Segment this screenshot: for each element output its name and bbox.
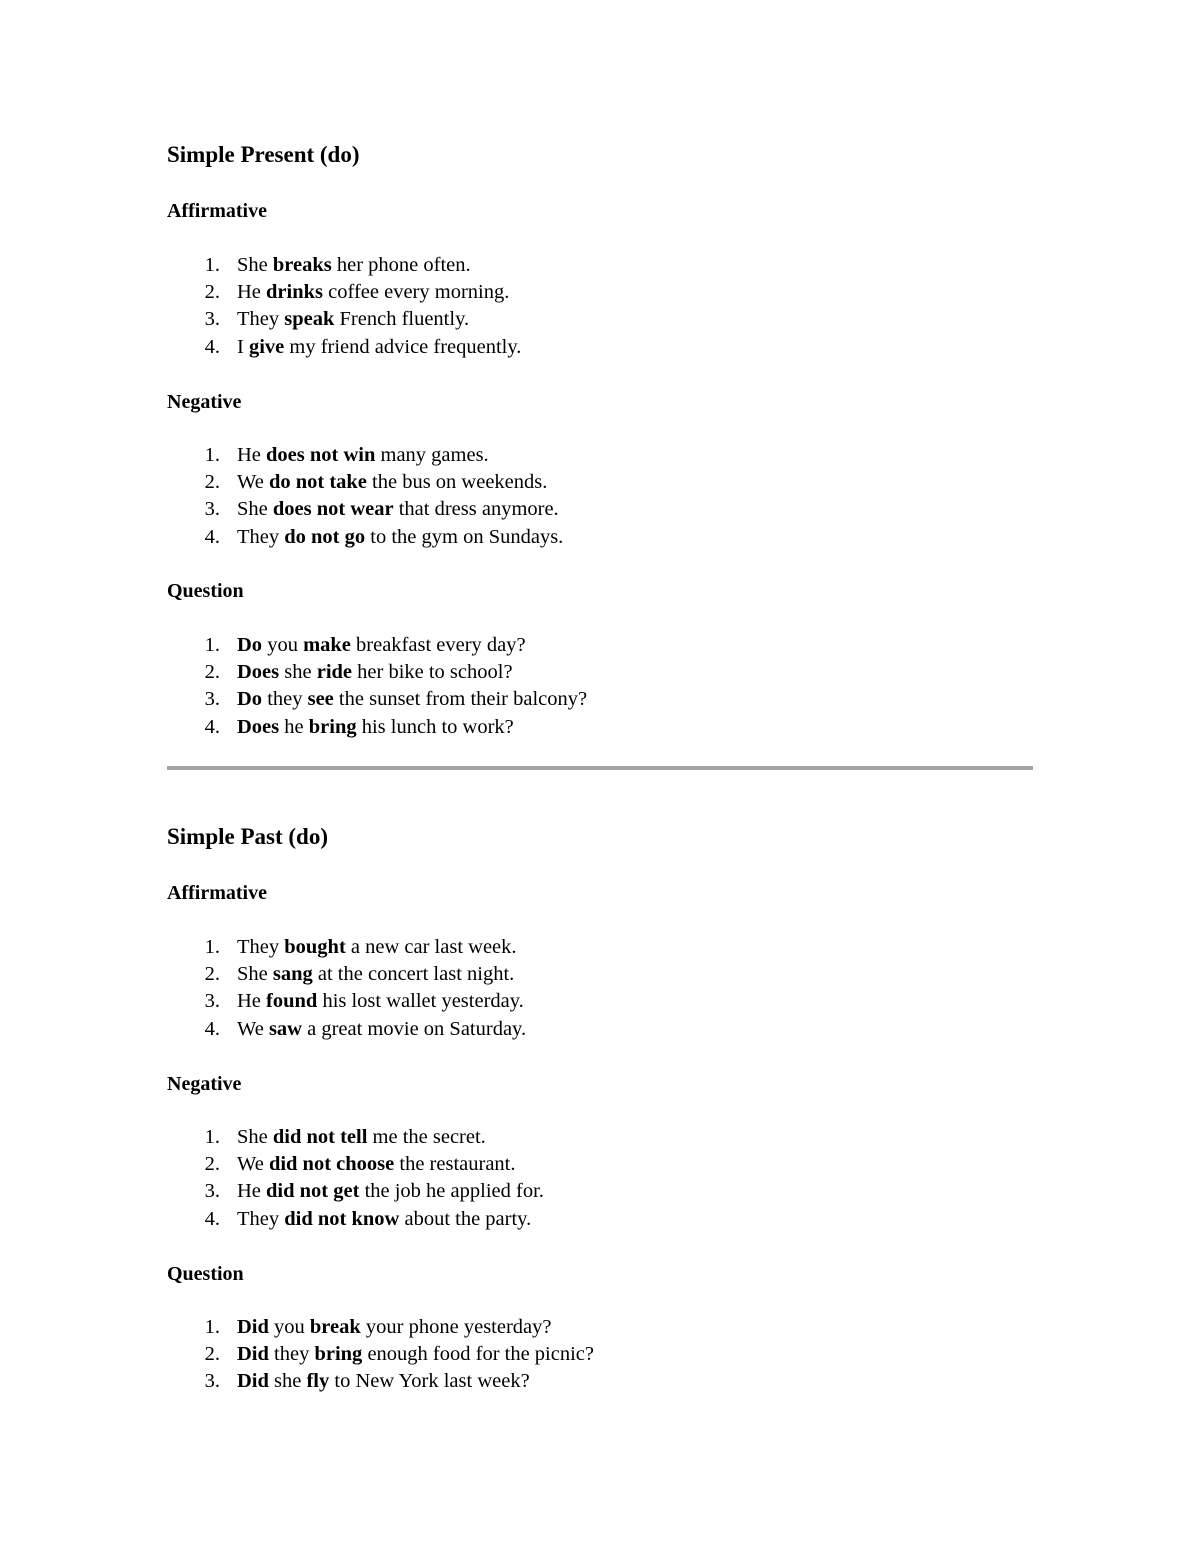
example-sentence bbox=[237, 1314, 552, 1341]
list-item bbox=[167, 1151, 1027, 1178]
sentence-text: We bbox=[237, 471, 269, 494]
item-number: 3. bbox=[204, 308, 220, 331]
example-sentence bbox=[237, 632, 526, 659]
list-question bbox=[167, 632, 1027, 741]
item-number: 3. bbox=[204, 1180, 220, 1203]
sentence-text: his lost wallet yesterday. bbox=[317, 990, 524, 1013]
sentence-text: a new car last week. bbox=[345, 936, 517, 958]
sentence-text: He bbox=[237, 444, 267, 466]
verb-phrase: speak bbox=[284, 308, 335, 331]
sentence-text: She bbox=[237, 963, 273, 986]
verb-phrase: found bbox=[266, 990, 318, 1013]
sentence-text: they bbox=[262, 688, 308, 711]
example-sentence bbox=[237, 1016, 526, 1043]
list-item bbox=[167, 252, 1027, 279]
list-item bbox=[167, 934, 1027, 961]
verb-phrase: do not go bbox=[284, 525, 366, 548]
example-sentence bbox=[237, 1368, 530, 1395]
example-sentence bbox=[237, 1341, 594, 1368]
sentence-text: to the gym on Sundays. bbox=[365, 525, 564, 548]
example-sentence bbox=[237, 279, 509, 306]
verb-phrase: saw bbox=[268, 1017, 302, 1040]
list-item bbox=[167, 961, 1027, 988]
verb-phrase: bring bbox=[314, 1343, 363, 1366]
verb-phrase: Does bbox=[237, 715, 280, 738]
item-number: 3. bbox=[204, 688, 220, 711]
verb-phrase: give bbox=[248, 335, 285, 358]
list-item bbox=[167, 1314, 1027, 1341]
list-item bbox=[167, 442, 1027, 469]
sentence-text: She bbox=[237, 254, 273, 276]
item-number: 4. bbox=[204, 335, 220, 358]
item-number: 3. bbox=[204, 1370, 220, 1393]
sentence-text: French fluently. bbox=[334, 308, 470, 331]
verb-phrase: did not get bbox=[266, 1180, 360, 1203]
verb-phrase: Do bbox=[237, 634, 263, 656]
section-title: Simple Past (do) bbox=[167, 824, 328, 849]
sentence-text: He bbox=[237, 1180, 267, 1203]
verb-phrase: fly bbox=[306, 1370, 330, 1393]
example-sentence bbox=[237, 496, 559, 523]
list-item bbox=[167, 334, 1027, 361]
list-item bbox=[167, 632, 1027, 659]
sentence-text: me the secret. bbox=[367, 1126, 486, 1148]
list-affirmative bbox=[167, 252, 1027, 361]
verb-phrase: bought bbox=[284, 936, 346, 958]
heading-question: Question bbox=[167, 580, 244, 602]
sentence-text: that dress anymore. bbox=[393, 498, 559, 521]
sentence-text: the sunset from their balcony? bbox=[333, 688, 588, 711]
sentence-text: We bbox=[237, 1017, 269, 1040]
list-negative bbox=[167, 1124, 1027, 1233]
list-item bbox=[167, 1178, 1027, 1205]
item-number: 2. bbox=[204, 963, 220, 986]
item-number: 3. bbox=[204, 498, 220, 521]
heading-affirmative: Affirmative bbox=[167, 200, 267, 222]
verb-phrase: ride bbox=[316, 661, 353, 684]
item-number: 2. bbox=[204, 281, 220, 304]
list-item bbox=[167, 988, 1027, 1015]
sentence-text: They bbox=[237, 308, 285, 331]
sentence-text: enough food for the picnic? bbox=[362, 1343, 594, 1366]
list-item bbox=[167, 496, 1027, 523]
sentence-text: breakfast every day? bbox=[350, 634, 526, 656]
sentence-text: They bbox=[237, 525, 285, 548]
example-sentence bbox=[237, 1151, 516, 1178]
sentence-text: my friend advice frequently. bbox=[284, 335, 522, 358]
sentence-text: about the party. bbox=[399, 1207, 532, 1230]
verb-phrase: make bbox=[303, 634, 351, 656]
list-item bbox=[167, 1206, 1027, 1233]
heading-question: Question bbox=[167, 1263, 244, 1285]
list-item bbox=[167, 279, 1027, 306]
example-sentence bbox=[237, 934, 517, 961]
example-sentence bbox=[237, 714, 514, 741]
sentence-text: her phone often. bbox=[331, 254, 471, 276]
item-number: 2. bbox=[204, 471, 220, 494]
verb-phrase: sang bbox=[272, 963, 313, 986]
verb-phrase: Did bbox=[237, 1370, 269, 1393]
verb-phrase: breaks bbox=[272, 254, 332, 276]
sentence-text: I bbox=[237, 335, 249, 358]
item-number: 1. bbox=[204, 254, 220, 276]
example-sentence bbox=[237, 306, 469, 333]
verb-phrase: did not choose bbox=[268, 1153, 395, 1176]
sentence-text: you bbox=[268, 1316, 310, 1338]
example-sentence bbox=[237, 1124, 486, 1151]
sentence-text: the bus on weekends. bbox=[366, 471, 548, 494]
sentence-text: many games. bbox=[375, 444, 489, 466]
sentence-text: her bike to school? bbox=[352, 661, 513, 684]
item-number: 2. bbox=[204, 661, 220, 684]
example-sentence bbox=[237, 686, 587, 713]
sentence-text: We bbox=[237, 1153, 269, 1176]
list-item bbox=[167, 524, 1027, 551]
verb-phrase: Did bbox=[237, 1343, 269, 1366]
sentence-text: coffee every morning. bbox=[323, 281, 510, 304]
item-number: 1. bbox=[204, 444, 220, 466]
sentence-text: his lunch to work? bbox=[356, 715, 514, 738]
verb-phrase: did not know bbox=[284, 1207, 400, 1230]
sentence-text: she bbox=[279, 661, 317, 684]
item-number: 2. bbox=[204, 1343, 220, 1366]
heading-negative: Negative bbox=[167, 391, 242, 413]
example-sentence bbox=[237, 1206, 531, 1233]
example-sentence bbox=[237, 659, 513, 686]
item-number: 4. bbox=[204, 715, 220, 738]
verb-phrase: drinks bbox=[266, 281, 324, 304]
example-sentence bbox=[237, 442, 489, 469]
sentence-text: She bbox=[237, 498, 273, 521]
sentence-text: you bbox=[262, 634, 304, 656]
list-item bbox=[167, 1016, 1027, 1043]
item-number: 1. bbox=[204, 1316, 220, 1338]
list-negative bbox=[167, 442, 1027, 551]
heading-affirmative: Affirmative bbox=[167, 882, 267, 904]
section-title: Simple Present (do) bbox=[167, 142, 360, 167]
sentence-text: They bbox=[237, 1207, 285, 1230]
sentence-text: a great movie on Saturday. bbox=[301, 1017, 527, 1040]
example-sentence bbox=[237, 961, 514, 988]
verb-phrase: Do bbox=[237, 688, 263, 711]
example-sentence bbox=[237, 524, 563, 551]
item-number: 4. bbox=[204, 1017, 220, 1040]
sentence-text: the job he applied for. bbox=[359, 1180, 544, 1203]
list-item bbox=[167, 714, 1027, 741]
sentence-text: at the concert last night. bbox=[312, 963, 515, 986]
verb-phrase: does not wear bbox=[272, 498, 394, 521]
sentence-text: they bbox=[268, 1343, 315, 1366]
item-number: 1. bbox=[204, 1126, 220, 1148]
sentence-text: They bbox=[237, 936, 285, 958]
list-affirmative bbox=[167, 934, 1027, 1043]
list-item bbox=[167, 1341, 1027, 1368]
example-sentence bbox=[237, 1178, 544, 1205]
item-number: 4. bbox=[204, 1207, 220, 1230]
example-sentence bbox=[237, 469, 547, 496]
sentence-text: she bbox=[268, 1370, 307, 1393]
sentence-text: She bbox=[237, 1126, 273, 1148]
verb-phrase: bring bbox=[308, 715, 357, 738]
horizontal-divider bbox=[167, 766, 1033, 770]
verb-phrase: do not take bbox=[268, 471, 367, 494]
sentence-text: to New York last week? bbox=[329, 1370, 530, 1393]
item-number: 1. bbox=[204, 936, 220, 958]
item-number: 3. bbox=[204, 990, 220, 1013]
sentence-text: He bbox=[237, 990, 267, 1013]
list-item bbox=[167, 306, 1027, 333]
heading-negative: Negative bbox=[167, 1073, 242, 1095]
verb-phrase: does not win bbox=[266, 444, 376, 466]
list-item bbox=[167, 1124, 1027, 1151]
sentence-text: your phone yesterday? bbox=[360, 1316, 552, 1338]
list-item bbox=[167, 1368, 1027, 1395]
list-item bbox=[167, 659, 1027, 686]
verb-phrase: did not tell bbox=[272, 1126, 368, 1148]
list-item bbox=[167, 469, 1027, 496]
item-number: 2. bbox=[204, 1153, 220, 1176]
verb-phrase: Did bbox=[237, 1316, 269, 1338]
verb-phrase: see bbox=[307, 688, 334, 711]
sentence-text: He bbox=[237, 281, 267, 304]
sentence-text: the restaurant. bbox=[394, 1153, 516, 1176]
verb-phrase: Does bbox=[237, 661, 280, 684]
sentence-text: he bbox=[279, 715, 309, 738]
item-number: 4. bbox=[204, 525, 220, 548]
example-sentence bbox=[237, 334, 521, 361]
list-question bbox=[167, 1314, 1027, 1396]
list-item bbox=[167, 686, 1027, 713]
example-sentence bbox=[237, 252, 471, 279]
item-number: 1. bbox=[204, 634, 220, 656]
verb-phrase: break bbox=[309, 1316, 361, 1338]
example-sentence bbox=[237, 988, 524, 1015]
